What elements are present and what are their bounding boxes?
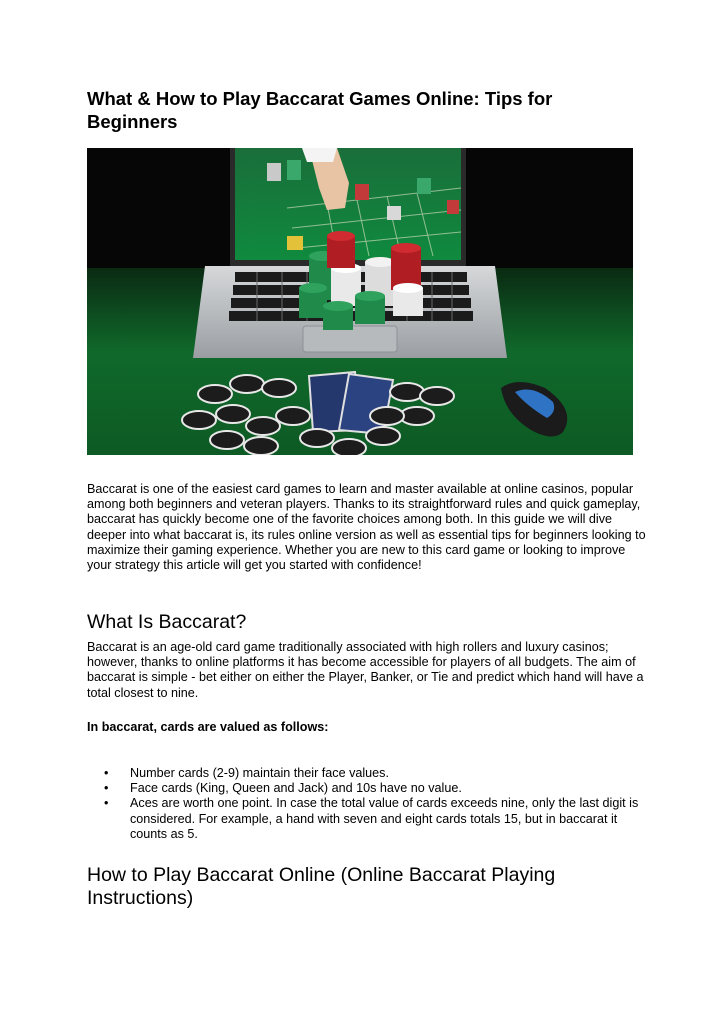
card-values-heading: In baccarat, cards are valued as follows:	[87, 720, 329, 734]
article-title: What & How to Play Baccarat Games Online: Tips for Beginners	[87, 88, 553, 132]
section-heading-how-to-play: How to Play Baccarat Online (Online Baccarat Playing Instructions)	[87, 864, 556, 909]
section-heading-what-is-baccarat: What Is Baccarat?	[87, 611, 247, 633]
list-item	[87, 781, 647, 796]
casino-laptop-illustration	[87, 148, 633, 455]
card-values-list	[87, 766, 647, 842]
list-item-text: Face cards (King, Queen and Jack) and 10s have no value.	[130, 781, 462, 796]
bullet-icon: •	[104, 766, 109, 780]
what-is-baccarat-paragraph: Baccarat is an age-old card game traditionally associated with high rollers and luxury casinos; however, thanks to online platforms it has become accessible for players of all budgets. The aim of baccarat is simple - bet either on either the Player, Banker, or Tie and predict which hand will have a total closest to nine.	[87, 640, 644, 700]
list-item-text: Aces are worth one point. In case the total value of cards exceeds nine, only the last digit is considered. For example, a hand with seven and eight cards totals 15, but in baccarat it counts as 5.	[130, 796, 639, 841]
list-item-text: Number cards (2-9) maintain their face values.	[130, 766, 389, 780]
list-item	[87, 766, 647, 781]
bullet-icon: •	[104, 796, 109, 811]
list-item	[87, 796, 647, 842]
intro-paragraph: Baccarat is one of the easiest card games to learn and master available at online casinos, popular among both beginners and veteran players. Thanks to its straightforward rules and quick gameplay, baccarat has quickly become one of the favorite choices among both. In this guide we will dive deeper into what baccarat is, its rules online version as well as essential tips for beginners looking to maximize their gaming experience. Whether you are new to this card game or looking to improve your strategy this article will get you started with confidence!	[87, 482, 646, 573]
hero-image	[87, 148, 633, 455]
bullet-icon: •	[104, 781, 109, 796]
